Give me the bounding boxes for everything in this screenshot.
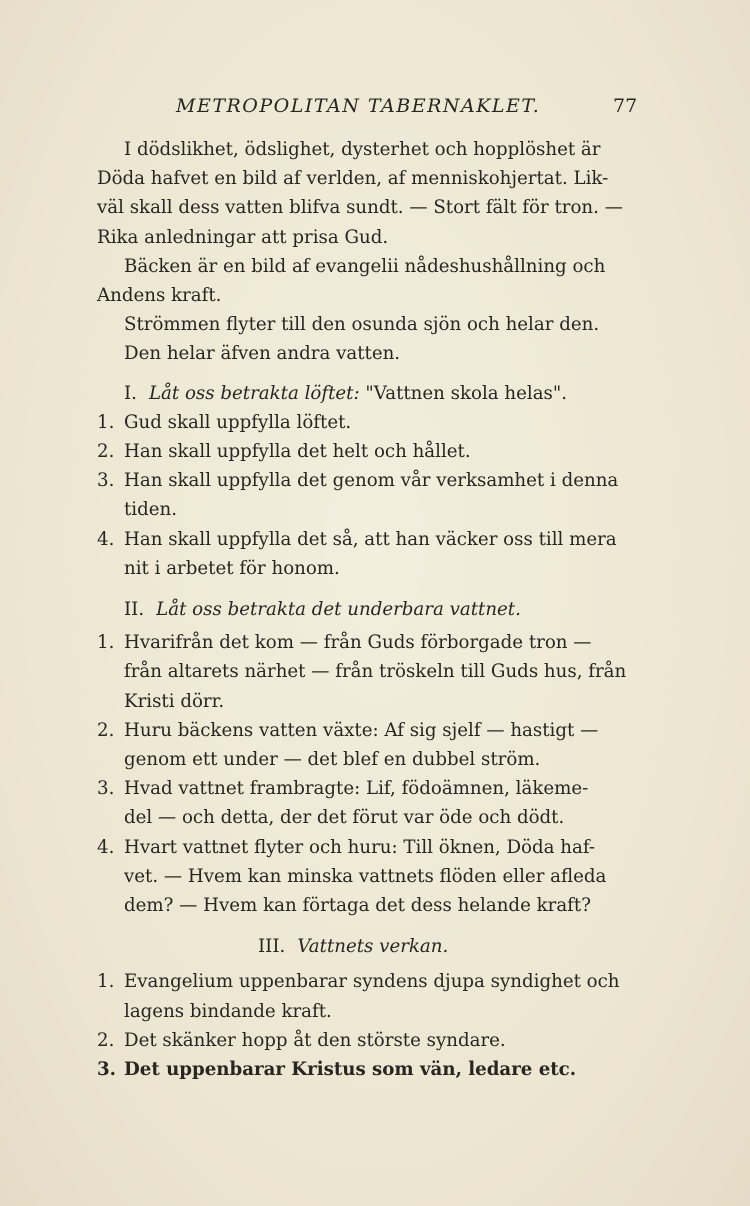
list-item [97, 716, 647, 774]
item-text: Kristi dörr. [124, 690, 225, 712]
page-number: 77 [613, 95, 638, 117]
item-text: vet. — Hvem kan minska vattnets flöden eller afleda [124, 865, 607, 887]
item-text: Det uppenbarar Kristus som vän, ledare etc. [124, 1059, 577, 1081]
item-number: 1. [97, 971, 115, 993]
section-title-italic: Låt oss betrakta löftet: [148, 382, 360, 404]
text-line: väl skall dess vatten blifva sundt. — Stort fält för tron. — [97, 197, 623, 219]
item-text: Huru bäckens vatten växte: Af sig sjelf — hastigt — [124, 719, 599, 741]
item-number: 1. [97, 632, 115, 654]
item-text: Han skall uppfylla det genom vår verksamhet i denna [124, 470, 619, 492]
section-1-list [97, 408, 647, 583]
item-text: från altarets närhet — från tröskeln till Guds hus, från [124, 661, 627, 683]
list-item [97, 525, 647, 583]
section-title-italic: Låt oss betrakta det underbara vattnet. [156, 599, 521, 621]
item-number: 1. [97, 411, 115, 433]
section-title-quote: "Vattnen skola helas". [365, 382, 568, 404]
item-number: 2. [97, 1029, 115, 1051]
text-line: Andens kraft. [97, 285, 222, 307]
section-heading-1 [97, 379, 647, 408]
text-line: Strömmen flyter till den osunda sjön och helar den. [124, 314, 600, 336]
list-item [97, 833, 647, 921]
text-line: I dödslikhet, ödslighet, dysterhet och hopplöshet är [124, 139, 601, 160]
item-text: Det skänker hopp åt den störste syndare. [124, 1029, 506, 1051]
item-text: Han skall uppfylla det helt och hållet. [124, 441, 471, 463]
item-number: 4. [97, 836, 115, 858]
list-item [97, 628, 647, 716]
item-text: Hvarifrån det kom — från Guds förborgade tron — [124, 632, 592, 654]
list-item [97, 466, 647, 524]
list-item [97, 774, 647, 832]
running-title: METROPOLITAN TABERNAKLET. [176, 95, 541, 117]
item-number: 3. [97, 778, 115, 800]
text-line: Rika anledningar att prisa Gud. [97, 226, 389, 248]
list-item [97, 408, 647, 437]
section-2-list [97, 628, 647, 920]
item-text: Han skall uppfylla det så, att han väcker oss till mera [124, 528, 617, 550]
item-text: tiden. [124, 499, 178, 521]
list-item [97, 1026, 647, 1055]
item-text: Gud skall uppfylla löftet. [124, 411, 352, 433]
text-line: Döda hafvet en bild af verlden, af menniskohjertat. Lik- [97, 168, 609, 190]
item-number: 4. [97, 528, 115, 550]
intro-paragraph [97, 135, 647, 252]
item-text: Evangelium uppenbarar syndens djupa syndighet och [124, 971, 620, 993]
page-body [97, 135, 647, 1084]
item-text: del — och detta, der det förut var öde och dödt. [124, 807, 565, 829]
item-text: Hvad vattnet frambragte: Lif, födoämnen, läkeme- [124, 778, 589, 800]
brook-paragraph [97, 252, 647, 310]
text-line: Den helar äfven andra vatten. [124, 343, 401, 365]
section-title-italic: Vattnets verkan. [297, 936, 449, 958]
item-number: 2. [97, 719, 115, 741]
section-heading-2 [97, 595, 647, 624]
list-item [97, 437, 647, 466]
text-line: Bäcken är en bild af evangelii nådeshushållning och [124, 255, 606, 277]
item-text: dem? — Hvem kan förtaga det dess helande kraft? [124, 895, 591, 917]
section-numeral: II. [124, 599, 145, 621]
section-3-list [97, 967, 647, 1084]
item-text: nit i arbetet för honom. [124, 557, 340, 579]
item-number: 2. [97, 441, 115, 463]
section-numeral: I. [124, 382, 137, 404]
list-item [97, 1055, 647, 1084]
stream-paragraph [97, 310, 647, 368]
item-number: 3. [97, 1059, 116, 1081]
section-numeral: III. [258, 936, 286, 958]
list-item [97, 967, 647, 1025]
section-heading-3 [97, 932, 647, 961]
page-header [0, 95, 750, 125]
item-text: Hvart vattnet flyter och huru: Till öknen, Döda haf- [124, 836, 596, 858]
item-number: 3. [97, 470, 115, 492]
item-text: genom ett under — det blef en dubbel ström. [124, 749, 541, 771]
item-text: lagens bindande kraft. [124, 1000, 332, 1022]
